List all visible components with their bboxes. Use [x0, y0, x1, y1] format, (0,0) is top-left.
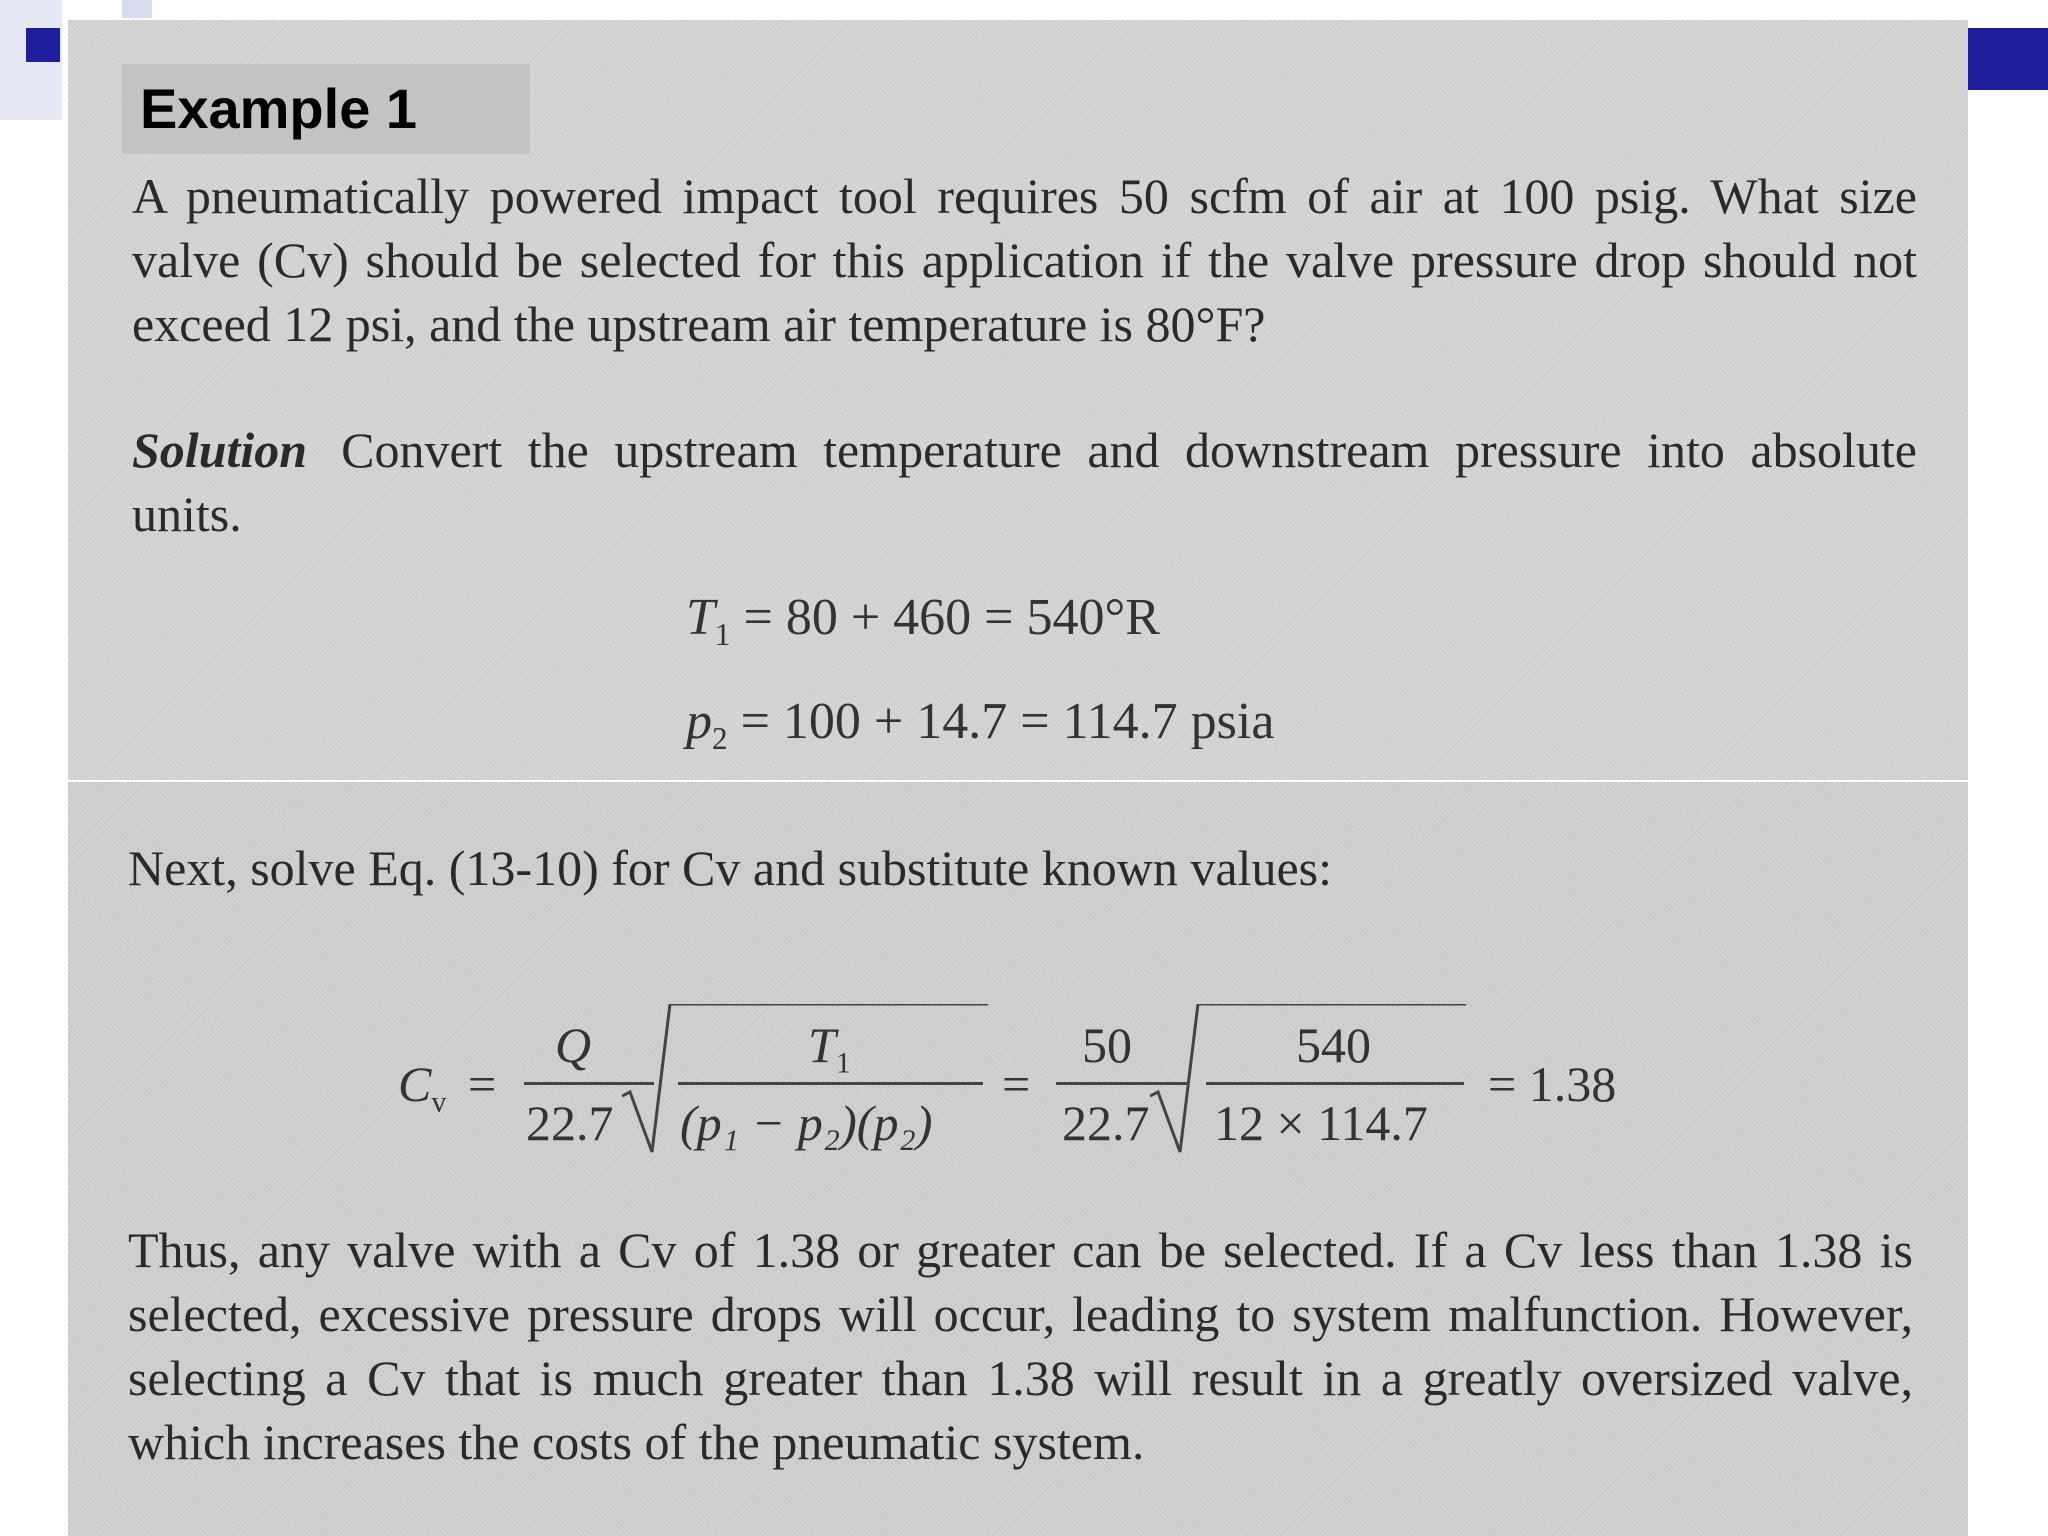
example-title: Example 1 — [122, 64, 530, 154]
cv-den1: 22.7 — [526, 1095, 614, 1151]
cv-lhs-sub: v — [431, 1085, 447, 1119]
eq-t1-sub: 1 — [714, 616, 731, 652]
equation-p2 — [686, 692, 1274, 757]
equation-t1 — [686, 588, 1160, 653]
conclusion-paragraph: Thus, any valve with a Cv of 1.38 or greater can be selected. If a Cv less than 1.38 is selected, excessive pressure drops will occur, leading to system malfunction. However, selecting a Cv that is much greater than 1.38 will result in a greatly oversized valve, which increases the costs of the pneumatic system. — [128, 1222, 1913, 1470]
cv-rad2-num: 540 — [1296, 1017, 1371, 1073]
cv-result: = 1.38 — [1488, 1056, 1617, 1112]
slide-decoration-small — [122, 0, 152, 18]
eq-p2-rhs: = 100 + 14.7 = 114.7 psia — [740, 693, 1275, 750]
solution-paragraph — [132, 418, 1917, 546]
problem-statement: A pneumatically powered impact tool requires 50 scfm of air at 100 psig. What size valve (Cv) should be selected for this application if the valve pressure drop should not exceed 12 psi, and the upstream air temperature is 80°F? — [132, 168, 1917, 352]
cv-rad-num-sub: 1 — [835, 1046, 851, 1080]
eq-p2-sub: 2 — [712, 720, 728, 756]
eq-t1-rhs: = 80 + 460 = 540°R — [743, 589, 1160, 646]
eq-p2-var: p — [686, 693, 712, 750]
solution-heading: Solution — [132, 422, 308, 478]
next-step-text: Next, solve Eq. (13-10) for Cv and substitute known values: — [128, 840, 1332, 896]
solution-text: Convert the upstream temperature and downstream pressure into absolute units. — [132, 422, 1917, 542]
slide-bullet-square-right — [1968, 28, 2048, 90]
cv-num1: Q — [555, 1017, 592, 1073]
cv-num2: 50 — [1082, 1017, 1132, 1073]
eq-t1-var: T — [686, 589, 715, 646]
cv-eq1: = — [468, 1056, 497, 1112]
cv-rad2-den: 12 × 114.7 — [1214, 1095, 1428, 1151]
slide-bullet-square-left — [26, 28, 60, 62]
cv-rad-num-var: T — [808, 1017, 836, 1073]
cv-eq2: = — [1002, 1056, 1031, 1112]
cv-lhs-var: C — [398, 1056, 432, 1112]
cv-rad-den: (p₁ − p₂)(p₂) — [680, 1095, 933, 1151]
cv-den2: 22.7 — [1062, 1095, 1150, 1151]
